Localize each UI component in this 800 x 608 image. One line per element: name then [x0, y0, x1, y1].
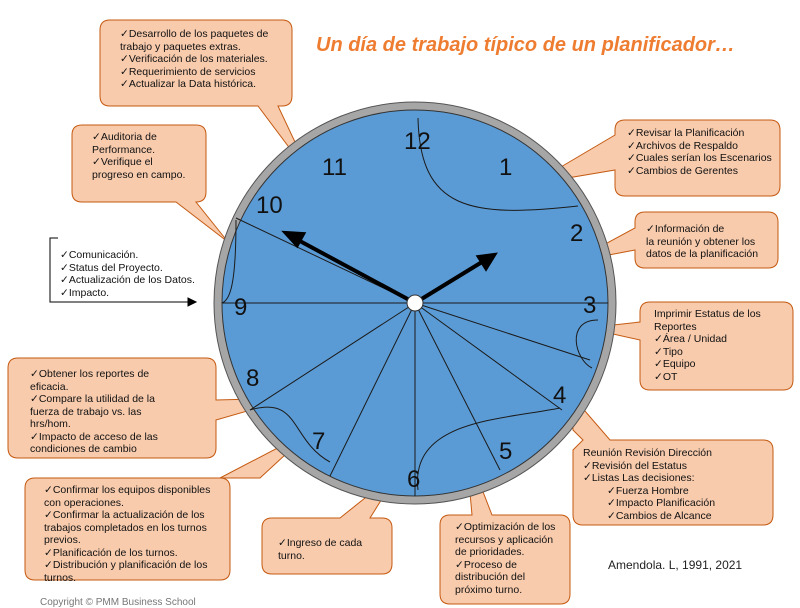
- callout-management-meeting: [583, 447, 715, 522]
- callout-package-development: [120, 28, 268, 91]
- clock-center: [407, 295, 423, 311]
- callout-line: ✓ Desarrollo de los paquetes de: [120, 28, 268, 41]
- clock-number-5: 5: [499, 438, 513, 465]
- callout-resource-optimization: [455, 521, 555, 596]
- clock-number-11: 11: [322, 154, 347, 181]
- callout-line: ✓ Revisión del Estatus: [583, 460, 715, 473]
- callout-line: ✓ Revisar la Planificación: [627, 127, 772, 140]
- callout-line: ✓ Verifique el: [92, 156, 185, 169]
- callout-line: ✓ Requerimiento de servicios: [120, 66, 268, 79]
- clock-number-3: 3: [583, 292, 597, 319]
- source-credit: Amendola. L, 1991, 2021: [608, 558, 743, 572]
- clock-number-12: 12: [404, 128, 431, 155]
- callout-line: ✓ OT: [654, 371, 761, 384]
- callout-line: ✓ Área / Unidad: [654, 333, 761, 346]
- callout-line: ✓ Planificación de los turnos.: [44, 547, 210, 560]
- callout-line: ✓ Auditoria de: [92, 131, 185, 144]
- page-title: Un día de trabajo típico de un planificador…: [316, 34, 735, 56]
- callout-line: hrs/hom.: [30, 418, 71, 430]
- callout-line: condiciones de cambio: [30, 443, 137, 455]
- clock-number-10: 10: [256, 192, 283, 219]
- callout-line: ✓ Listas Las decisiones:: [583, 472, 715, 485]
- callout-line: recursos y aplicación: [455, 533, 554, 546]
- callout-shift-entry: [278, 537, 362, 562]
- clock-number-4: 4: [553, 382, 567, 409]
- callout-line: ✓ Equipo: [654, 358, 761, 371]
- callout-line: ✓ Fuerza Hombre: [583, 485, 715, 498]
- callout-line: ✓ Cambios de Gerentes: [627, 165, 772, 178]
- callout-line: ✓ Impacto de acceso de las: [30, 431, 158, 444]
- callout-line: la reunión y obtener los: [646, 235, 756, 248]
- clock-number-7: 7: [312, 428, 326, 455]
- callout-line: ✓ Verificación de los materiales.: [120, 53, 268, 66]
- callout-line: distribución del: [455, 571, 526, 583]
- callout-line: progreso en campo.: [92, 168, 186, 181]
- callout-line: turno.: [278, 549, 305, 562]
- callout-line: ✓ Confirmar los equipos disponibles: [44, 484, 210, 497]
- callout-line: ✓ Impacto.: [60, 287, 195, 300]
- callout-audit: [92, 131, 185, 181]
- callout-line: ✓ Impacto Planificación: [583, 497, 715, 510]
- clock-number-8: 8: [246, 365, 260, 392]
- callout-line: ✓ Comunicación.: [60, 249, 195, 262]
- callout-line: ✓ Actualización de los Datos.: [60, 274, 195, 287]
- clock-number-1: 1: [499, 154, 513, 181]
- callout-line: ✓ Cuales serían los Escenarios: [627, 152, 772, 165]
- clock-number-2: 2: [570, 220, 584, 247]
- callout-confirm-equipment: [44, 484, 210, 584]
- callout-line: Reunión Revisión Dirección: [583, 447, 712, 459]
- callout-line: con operaciones.: [44, 496, 124, 509]
- copyright-footer: Copyright © PMM Business School: [40, 597, 196, 608]
- callout-communication: [60, 249, 195, 299]
- callout-line: Performance.: [92, 143, 156, 156]
- callout-line: fuerza de trabajo vs. las: [30, 405, 142, 418]
- callout-line: ✓ Distribución y planificación de los: [44, 559, 210, 572]
- callout-line: datos de la planificación: [646, 248, 759, 260]
- callout-line: trabajos completados en los turnos: [44, 521, 207, 534]
- callout-meeting-info: [646, 223, 758, 261]
- callout-print-status: [654, 308, 761, 383]
- callout-line: eficacia.: [30, 380, 69, 393]
- callout-line: Reportes: [654, 320, 697, 333]
- clock-number-6: 6: [407, 466, 421, 493]
- callout-line: trabajo y paquetes extras.: [120, 40, 241, 53]
- callout-efficiency: [30, 368, 158, 456]
- callout-line: ✓ Proceso de: [455, 559, 555, 572]
- callout-line: ✓ Obtener los reportes de: [30, 368, 158, 381]
- callout-line: ✓ Actualizar la Data histórica.: [120, 78, 268, 91]
- callout-line: ✓ Confirmar la actualización de los: [44, 509, 210, 522]
- callout-line: Imprimir Estatus de los: [654, 308, 761, 320]
- callout-line: turnos.: [44, 571, 77, 584]
- callout-line: de prioridades.: [455, 546, 525, 558]
- clock-number-9: 9: [234, 294, 248, 321]
- callout-line: ✓ Archivos de Respaldo: [627, 140, 772, 153]
- callout-line: ✓ Tipo: [654, 346, 761, 359]
- callout-line: ✓ Cambios de Alcance: [583, 510, 715, 523]
- callout-plan-review: [627, 127, 772, 177]
- callout-line: ✓ Status del Proyecto.: [60, 262, 195, 275]
- callout-line: ✓ Información de: [646, 223, 758, 236]
- callout-line: ✓ Optimización de los: [455, 521, 555, 534]
- callout-line: próximo turno.: [455, 583, 523, 596]
- callout-line: ✓ Ingreso de cada: [278, 537, 362, 550]
- callout-line: previos.: [44, 534, 81, 546]
- callout-line: ✓ Compare la utilidad de la: [30, 393, 158, 406]
- right-arrow-icon: [188, 298, 196, 306]
